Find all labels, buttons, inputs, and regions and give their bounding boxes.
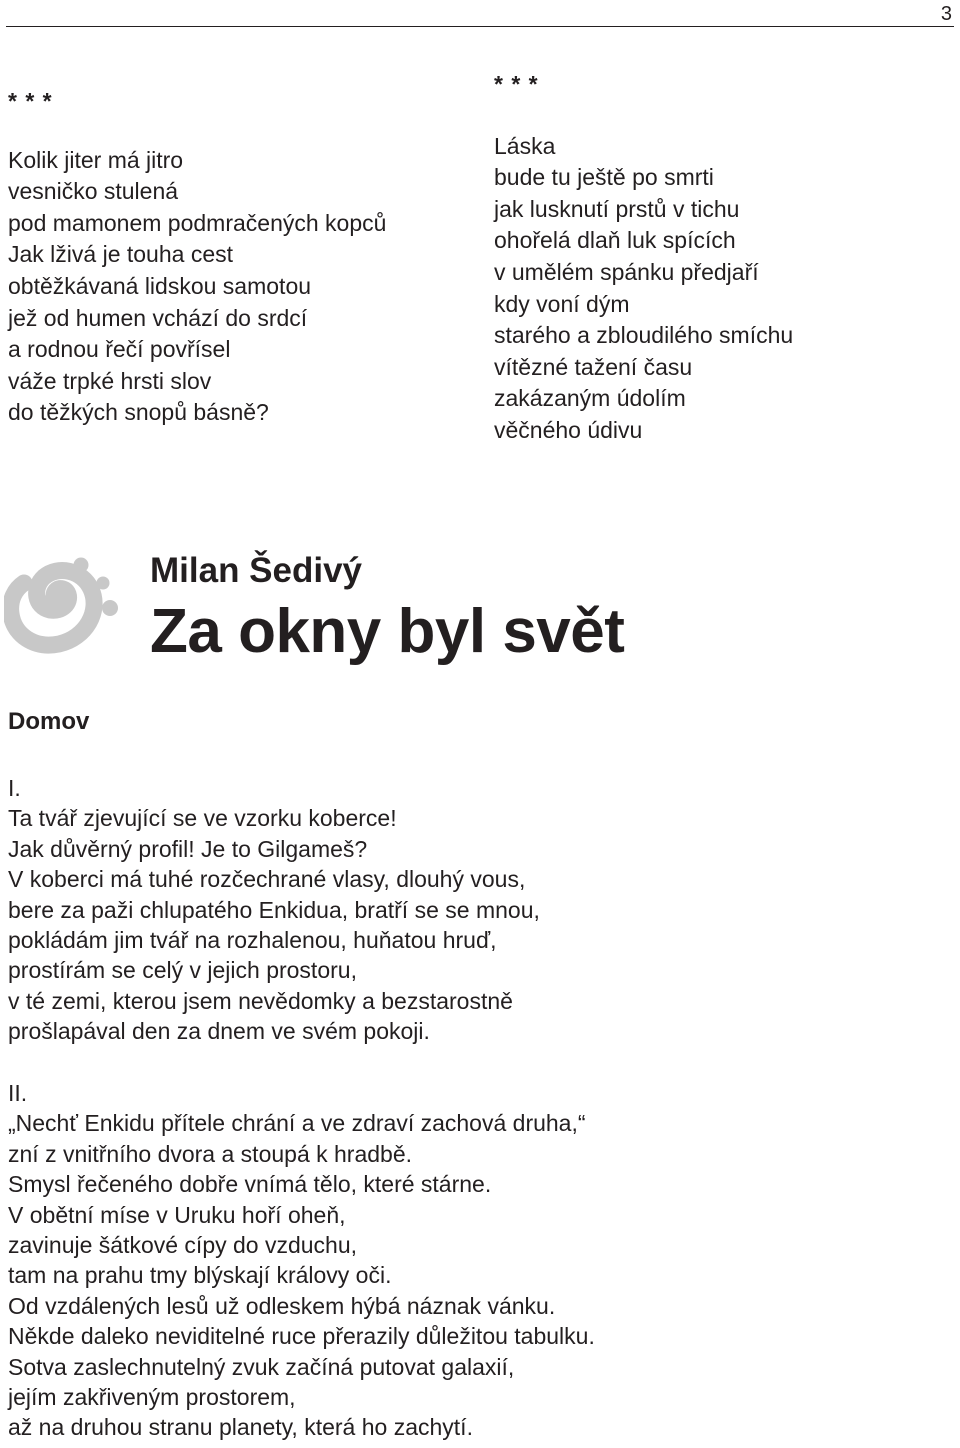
prose-line: pokládám jim tvář na rozhalenou, huňatou hruď, [8,927,497,954]
poem-left [8,86,386,429]
poem-left-line: Jak lživá je touha cest [8,241,234,268]
header-rule [6,26,954,27]
prose-line: v té zemi, kterou jsem nevědomky a bezstarostně [8,987,513,1014]
poem-right-line: věčného údivu [494,416,643,443]
poem-right-line: kdy voní dým [494,290,630,317]
prose-line: Ta tvář zjevující se ve vzorku koberce! [8,805,397,832]
poem-part-2 [8,1078,595,1443]
poem-left-line: jež od humen vchází do srdcí [8,304,308,331]
prose-line: Jak důvěrný profil! Je to Gilgameš? [8,835,368,862]
poem-right-line: vítězné tažení času [494,353,693,380]
prose-line: jejím zakřiveným prostorem, [8,1384,296,1411]
prose-line: V obětní míse v Uruku hoří oheň, [8,1201,346,1228]
prose-line: až na druhou stranu planety, která ho zachytí. [8,1414,473,1441]
poem-right-line: starého a zbloudilého smíchu [494,322,794,349]
section-heading: Domov [8,708,90,735]
prose-line: zní z vnitřního dvora a stoupá k hradbě. [8,1140,413,1167]
prose-line: Někde daleko neviditelné ruce přerazily důležitou tabulku. [8,1323,595,1350]
poem-left-line: vesničko stulená [8,178,179,205]
prose-line: zavinuje šátkové cípy do vzduchu, [8,1232,358,1259]
poem-left-line: do těžkých snopů básně? [8,399,269,426]
poem-left-line: obtěžkávaná lidskou samotou [8,272,312,299]
spiral-snail-icon [4,556,128,656]
poem-left-line: Kolik jiter má jitro [8,146,184,173]
poem-right-line: Láska [494,132,556,159]
prose-line: Od vzdálených lesů už odleskem hýbá náznak vánku. [8,1292,556,1319]
poem-right-asterisks: * * * [494,71,539,97]
page-number: 3 [940,3,952,25]
poem-right [494,69,793,447]
prose-line: tam na prahu tmy blýskají královy oči. [8,1262,392,1289]
author-name: Milan Šedivý [150,551,363,590]
poem-left-line: a rodnou řečí povřísel [8,336,231,363]
poem-part-1 [8,773,540,1047]
part-numeral: I. [8,775,21,801]
poem-left-asterisks: * * * [8,88,53,114]
poem-right-line: ohořelá dlaň luk spících [494,227,736,254]
prose-line: bere za paži chlupatého Enkidua, bratří se se mnou, [8,896,540,923]
poem-right-line: zakázaným údolím [494,385,686,412]
poem-right-line: jak lusknutí prstů v tichu [494,195,740,222]
poem-left-line: pod mamonem podmračených kopců [8,209,387,236]
prose-line: „Nechť Enkidu přítele chrání a ve zdraví zachová druha,“ [8,1110,586,1137]
book-title: Za okny byl svět [150,597,625,666]
poem-right-line: bude tu ještě po smrti [494,164,714,191]
part-numeral: II. [8,1080,28,1106]
poem-right-line: v umělém spánku předjaří [494,258,759,285]
poem-left-line: váže trpké hrsti slov [8,367,212,394]
prose-line: prostírám se celý v jejich prostoru, [8,957,357,984]
prose-line: Smysl řečeného dobře vnímá tělo, které stárne. [8,1171,492,1198]
prose-line: Sotva zaslechnutelný zvuk začíná putovat galaxií, [8,1353,515,1380]
prose-line: prošlapával den za dnem ve svém pokoji. [8,1018,430,1045]
prose-line: V koberci má tuhé rozčechrané vlasy, dlouhý vous, [8,866,526,893]
